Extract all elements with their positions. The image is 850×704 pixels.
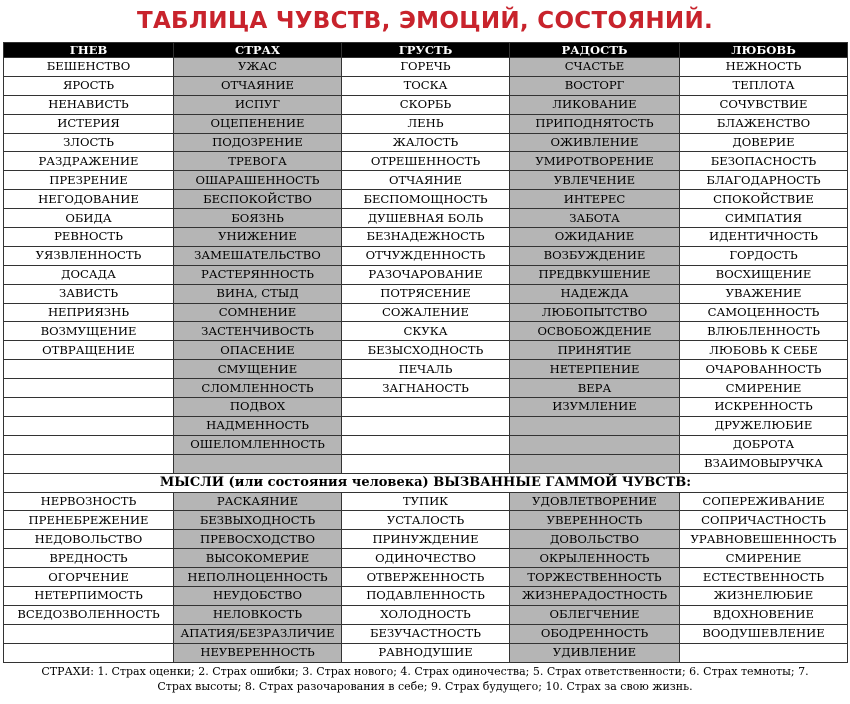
- feeling-cell-fear: ОТЧАЯНИЕ: [174, 76, 342, 95]
- feeling-cell-joy: ИЗУМЛЕНИЕ: [510, 398, 680, 417]
- feeling-cell-love: БЕЗОПАСНОСТЬ: [680, 152, 848, 171]
- feeling-cell-anger: [4, 379, 174, 398]
- feeling-cell-joy: УМИРОТВОРЕНИЕ: [510, 152, 680, 171]
- feeling-cell-fear: БОЯЗНЬ: [174, 209, 342, 228]
- thought-cell-anger: ОГОРЧЕНИЕ: [4, 568, 174, 587]
- feeling-cell-love: ВЛЮБЛЕННОСТЬ: [680, 322, 848, 341]
- feeling-cell-love: САМОЦЕННОСТЬ: [680, 303, 848, 322]
- feeling-cell-anger: ОТВРАЩЕНИЕ: [4, 341, 174, 360]
- feeling-cell-love: СИМПАТИЯ: [680, 209, 848, 228]
- feeling-cell-sadness: СОЖАЛЕНИЕ: [342, 303, 510, 322]
- feeling-cell-fear: ОПАСЕНИЕ: [174, 341, 342, 360]
- feeling-row: [4, 171, 848, 190]
- feeling-row: [4, 152, 848, 171]
- thought-cell-sadness: ОДИНОЧЕСТВО: [342, 549, 510, 568]
- feelings-body: [4, 58, 848, 474]
- thought-cell-sadness: ПОДАВЛЕННОСТЬ: [342, 587, 510, 606]
- feeling-cell-fear: ИСПУГ: [174, 95, 342, 114]
- feeling-cell-joy: НАДЕЖДА: [510, 284, 680, 303]
- feeling-row: [4, 58, 848, 77]
- thought-cell-fear: БЕЗВЫХОДНОСТЬ: [174, 511, 342, 530]
- thought-cell-joy: УВЕРЕННОСТЬ: [510, 511, 680, 530]
- thought-cell-fear: ВЫСОКОМЕРИЕ: [174, 549, 342, 568]
- section-title: МЫСЛИ (или состояния человека) ВЫЗВАННЫЕ ГАММОЙ ЧУВСТВ:: [4, 473, 848, 492]
- thought-cell-sadness: ТУПИК: [342, 492, 510, 511]
- thought-cell-love: ЕСТЕСТВЕННОСТЬ: [680, 568, 848, 587]
- feeling-cell-fear: БЕСПОКОЙСТВО: [174, 190, 342, 209]
- footnote-line-1: СТРАХИ: 1. Страх оценки; 2. Страх ошибки; 3. Страх нового; 4. Страх одиночества; 5. Страх ответственности; 6. Страх темноты; 7.: [41, 664, 809, 678]
- feeling-row: [4, 265, 848, 284]
- feeling-cell-joy: ОЖИВЛЕНИЕ: [510, 133, 680, 152]
- feeling-cell-sadness: БЕЗЫСХОДНОСТЬ: [342, 341, 510, 360]
- thought-cell-joy: ДОВОЛЬСТВО: [510, 530, 680, 549]
- feeling-cell-love: СОЧУВСТВИЕ: [680, 95, 848, 114]
- feeling-cell-joy: НЕТЕРПЕНИЕ: [510, 360, 680, 379]
- feeling-cell-fear: ОШЕЛОМЛЕННОСТЬ: [174, 435, 342, 454]
- thought-row: [4, 587, 848, 606]
- thought-cell-fear: ПРЕВОСХОДСТВО: [174, 530, 342, 549]
- feeling-cell-fear: НАДМЕННОСТЬ: [174, 416, 342, 435]
- thought-cell-joy: ЖИЗНЕРАДОСТНОСТЬ: [510, 587, 680, 606]
- feeling-row: [4, 114, 848, 133]
- feeling-cell-fear: ОЦЕПЕНЕНИЕ: [174, 114, 342, 133]
- feeling-cell-sadness: СКУКА: [342, 322, 510, 341]
- thought-cell-love: ЖИЗНЕЛЮБИЕ: [680, 587, 848, 606]
- thought-cell-fear: НЕУДОБСТВО: [174, 587, 342, 606]
- feeling-cell-sadness: БЕСПОМОЩНОСТЬ: [342, 190, 510, 209]
- feeling-row: [4, 284, 848, 303]
- feeling-row: [4, 454, 848, 473]
- footnote-line-2: Страх высоты; 8. Страх разочарования в себе; 9. Страх будущего; 10. Страх за свою жизнь.: [157, 679, 693, 693]
- thought-cell-love: УРАВНОВЕШЕННОСТЬ: [680, 530, 848, 549]
- thought-cell-sadness: БЕЗУЧАСТНОСТЬ: [342, 624, 510, 643]
- thought-cell-anger: ВРЕДНОСТЬ: [4, 549, 174, 568]
- feeling-cell-anger: [4, 416, 174, 435]
- feeling-cell-joy: [510, 454, 680, 473]
- feeling-row: [4, 246, 848, 265]
- thought-row: [4, 511, 848, 530]
- feeling-row: [4, 360, 848, 379]
- thought-cell-sadness: УСТАЛОСТЬ: [342, 511, 510, 530]
- feeling-cell-joy: ВОЗБУЖДЕНИЕ: [510, 246, 680, 265]
- header-fear: СТРАХ: [174, 43, 342, 58]
- feeling-cell-sadness: ПОТРЯСЕНИЕ: [342, 284, 510, 303]
- feeling-row: [4, 76, 848, 95]
- feeling-row: [4, 322, 848, 341]
- feeling-row: [4, 379, 848, 398]
- thought-cell-fear: НЕУВЕРЕННОСТЬ: [174, 643, 342, 662]
- feeling-cell-anger: ОБИДА: [4, 209, 174, 228]
- feeling-cell-joy: СЧАСТЬЕ: [510, 58, 680, 77]
- feeling-cell-sadness: ОТЧУЖДЕННОСТЬ: [342, 246, 510, 265]
- feeling-cell-fear: УЖАС: [174, 58, 342, 77]
- feeling-cell-anger: НЕНАВИСТЬ: [4, 95, 174, 114]
- feeling-cell-joy: ПРИНЯТИЕ: [510, 341, 680, 360]
- thought-cell-fear: НЕЛОВКОСТЬ: [174, 605, 342, 624]
- feeling-cell-joy: УВЛЕЧЕНИЕ: [510, 171, 680, 190]
- section-row: [4, 473, 848, 492]
- feeling-cell-anger: НЕГОДОВАНИЕ: [4, 190, 174, 209]
- thought-cell-anger: ВСЕДОЗВОЛЕННОСТЬ: [4, 605, 174, 624]
- thought-cell-sadness: ХОЛОДНОСТЬ: [342, 605, 510, 624]
- feelings-table: [3, 42, 848, 663]
- thought-cell-love: [680, 643, 848, 662]
- feeling-cell-love: ВОСХИЩЕНИЕ: [680, 265, 848, 284]
- thought-cell-joy: ОКРЫЛЕННОСТЬ: [510, 549, 680, 568]
- feeling-row: [4, 133, 848, 152]
- thought-cell-joy: УДОВЛЕТВОРЕНИЕ: [510, 492, 680, 511]
- feeling-cell-anger: ДОСАДА: [4, 265, 174, 284]
- feeling-cell-anger: БЕШЕНСТВО: [4, 58, 174, 77]
- feeling-cell-love: ТЕПЛОТА: [680, 76, 848, 95]
- feeling-row: [4, 398, 848, 417]
- feeling-cell-fear: ЗАМЕШАТЕЛЬСТВО: [174, 246, 342, 265]
- thought-cell-anger: НЕРВОЗНОСТЬ: [4, 492, 174, 511]
- feeling-cell-fear: УНИЖЕНИЕ: [174, 228, 342, 247]
- header-sadness: ГРУСТЬ: [342, 43, 510, 58]
- feeling-cell-sadness: ТОСКА: [342, 76, 510, 95]
- feeling-cell-love: СМИРЕНИЕ: [680, 379, 848, 398]
- feeling-cell-fear: ЗАСТЕНЧИВОСТЬ: [174, 322, 342, 341]
- feeling-cell-fear: ТРЕВОГА: [174, 152, 342, 171]
- feeling-cell-sadness: ГОРЕЧЬ: [342, 58, 510, 77]
- feeling-cell-anger: ПРЕЗРЕНИЕ: [4, 171, 174, 190]
- feeling-cell-joy: [510, 435, 680, 454]
- feeling-cell-sadness: СКОРБЬ: [342, 95, 510, 114]
- feeling-cell-anger: УЯЗВЛЕННОСТЬ: [4, 246, 174, 265]
- thought-cell-fear: НЕПОЛНОЦЕННОСТЬ: [174, 568, 342, 587]
- feeling-cell-love: БЛАЖЕНСТВО: [680, 114, 848, 133]
- thought-cell-joy: ОБЛЕГЧЕНИЕ: [510, 605, 680, 624]
- feeling-cell-joy: ЛИКОВАНИЕ: [510, 95, 680, 114]
- thought-row: [4, 643, 848, 662]
- feeling-cell-anger: ЗЛОСТЬ: [4, 133, 174, 152]
- feeling-cell-sadness: ЛЕНЬ: [342, 114, 510, 133]
- feeling-cell-sadness: [342, 398, 510, 417]
- feeling-cell-anger: РАЗДРАЖЕНИЕ: [4, 152, 174, 171]
- feeling-cell-fear: ПОДОЗРЕНИЕ: [174, 133, 342, 152]
- thought-row: [4, 568, 848, 587]
- feeling-cell-anger: ВОЗМУЩЕНИЕ: [4, 322, 174, 341]
- feeling-cell-love: СПОКОЙСТВИЕ: [680, 190, 848, 209]
- feeling-cell-fear: ПОДВОХ: [174, 398, 342, 417]
- feeling-cell-sadness: [342, 435, 510, 454]
- thought-row: [4, 605, 848, 624]
- feeling-cell-love: ОЧАРОВАННОСТЬ: [680, 360, 848, 379]
- feeling-cell-love: БЛАГОДАРНОСТЬ: [680, 171, 848, 190]
- thought-cell-fear: РАСКАЯНИЕ: [174, 492, 342, 511]
- feeling-cell-anger: ИСТЕРИЯ: [4, 114, 174, 133]
- feeling-row: [4, 303, 848, 322]
- feeling-cell-joy: ЛЮБОПЫТСТВО: [510, 303, 680, 322]
- feeling-row: [4, 228, 848, 247]
- thought-cell-love: СОПЕРЕЖИВАНИЕ: [680, 492, 848, 511]
- feeling-cell-anger: НЕПРИЯЗНЬ: [4, 303, 174, 322]
- feeling-row: [4, 190, 848, 209]
- header-row: [4, 43, 848, 58]
- feeling-cell-fear: РАСТЕРЯННОСТЬ: [174, 265, 342, 284]
- feeling-cell-fear: СМУЩЕНИЕ: [174, 360, 342, 379]
- feeling-cell-love: ИДЕНТИЧНОСТЬ: [680, 228, 848, 247]
- thought-cell-anger: [4, 643, 174, 662]
- feeling-cell-joy: ОЖИДАНИЕ: [510, 228, 680, 247]
- thought-cell-anger: ПРЕНЕБРЕЖЕНИЕ: [4, 511, 174, 530]
- feeling-cell-sadness: ПЕЧАЛЬ: [342, 360, 510, 379]
- thoughts-body: [4, 492, 848, 662]
- thought-cell-love: ВДОХНОВЕНИЕ: [680, 605, 848, 624]
- header-joy: РАДОСТЬ: [510, 43, 680, 58]
- feeling-cell-sadness: ЖАЛОСТЬ: [342, 133, 510, 152]
- thought-cell-love: СМИРЕНИЕ: [680, 549, 848, 568]
- feeling-cell-sadness: ОТРЕШЕННОСТЬ: [342, 152, 510, 171]
- feeling-cell-love: ГОРДОСТЬ: [680, 246, 848, 265]
- feeling-row: [4, 209, 848, 228]
- thought-row: [4, 624, 848, 643]
- feeling-row: [4, 95, 848, 114]
- feeling-row: [4, 435, 848, 454]
- feeling-cell-joy: ПРЕДВКУШЕНИЕ: [510, 265, 680, 284]
- thought-cell-sadness: ПРИНУЖДЕНИЕ: [342, 530, 510, 549]
- thought-cell-anger: НЕДОВОЛЬСТВО: [4, 530, 174, 549]
- feeling-cell-anger: [4, 360, 174, 379]
- feeling-row: [4, 416, 848, 435]
- feeling-cell-sadness: [342, 454, 510, 473]
- feeling-row: [4, 341, 848, 360]
- feeling-cell-love: ВЗАИМОВЫРУЧКА: [680, 454, 848, 473]
- feeling-cell-fear: [174, 454, 342, 473]
- feeling-cell-anger: ЯРОСТЬ: [4, 76, 174, 95]
- thought-cell-anger: НЕТЕРПИМОСТЬ: [4, 587, 174, 606]
- feeling-cell-love: ДОБРОТА: [680, 435, 848, 454]
- feeling-cell-anger: [4, 398, 174, 417]
- thought-cell-sadness: ОТВЕРЖЕННОСТЬ: [342, 568, 510, 587]
- fears-footnote: [3, 664, 847, 694]
- header-love: ЛЮБОВЬ: [680, 43, 848, 58]
- thought-row: [4, 530, 848, 549]
- thought-cell-love: ВООДУШЕВЛЕНИЕ: [680, 624, 848, 643]
- feeling-cell-love: ЛЮБОВЬ К СЕБЕ: [680, 341, 848, 360]
- thought-cell-sadness: РАВНОДУШИЕ: [342, 643, 510, 662]
- feeling-cell-love: НЕЖНОСТЬ: [680, 58, 848, 77]
- feeling-cell-anger: [4, 454, 174, 473]
- feeling-cell-fear: СЛОМЛЕННОСТЬ: [174, 379, 342, 398]
- feeling-cell-sadness: БЕЗНАДЕЖНОСТЬ: [342, 228, 510, 247]
- feeling-cell-love: ИСКРЕННОСТЬ: [680, 398, 848, 417]
- thought-cell-love: СОПРИЧАСТНОСТЬ: [680, 511, 848, 530]
- feeling-cell-fear: ВИНА, СТЫД: [174, 284, 342, 303]
- feeling-cell-sadness: РАЗОЧАРОВАНИЕ: [342, 265, 510, 284]
- feeling-cell-anger: ЗАВИСТЬ: [4, 284, 174, 303]
- header-anger: ГНЕВ: [4, 43, 174, 58]
- feeling-cell-love: ДОВЕРИЕ: [680, 133, 848, 152]
- thought-row: [4, 492, 848, 511]
- thought-cell-joy: ОБОДРЕННОСТЬ: [510, 624, 680, 643]
- feeling-cell-anger: [4, 435, 174, 454]
- feeling-cell-love: УВАЖЕНИЕ: [680, 284, 848, 303]
- thought-cell-joy: УДИВЛЕНИЕ: [510, 643, 680, 662]
- feeling-cell-joy: ИНТЕРЕС: [510, 190, 680, 209]
- thought-cell-joy: ТОРЖЕСТВЕННОСТЬ: [510, 568, 680, 587]
- feeling-cell-fear: СОМНЕНИЕ: [174, 303, 342, 322]
- feeling-cell-joy: ЗАБОТА: [510, 209, 680, 228]
- feeling-cell-sadness: [342, 416, 510, 435]
- feeling-cell-anger: РЕВНОСТЬ: [4, 228, 174, 247]
- feeling-cell-joy: ВОСТОРГ: [510, 76, 680, 95]
- thought-cell-anger: [4, 624, 174, 643]
- feeling-cell-joy: ВЕРА: [510, 379, 680, 398]
- feeling-cell-joy: ОСВОБОЖДЕНИЕ: [510, 322, 680, 341]
- page-title: ТАБЛИЦА ЧУВСТВ, ЭМОЦИЙ, СОСТОЯНИЙ.: [136, 8, 714, 34]
- feeling-cell-joy: ПРИПОДНЯТОСТЬ: [510, 114, 680, 133]
- feeling-cell-sadness: ЗАГНАНОСТЬ: [342, 379, 510, 398]
- feeling-cell-love: ДРУЖЕЛЮБИЕ: [680, 416, 848, 435]
- feeling-cell-joy: [510, 416, 680, 435]
- feeling-cell-fear: ОШАРАШЕННОСТЬ: [174, 171, 342, 190]
- feeling-cell-sadness: ОТЧАЯНИЕ: [342, 171, 510, 190]
- thought-row: [4, 549, 848, 568]
- thought-cell-fear: АПАТИЯ/БЕЗРАЗЛИЧИЕ: [174, 624, 342, 643]
- feeling-cell-sadness: ДУШЕВНАЯ БОЛЬ: [342, 209, 510, 228]
